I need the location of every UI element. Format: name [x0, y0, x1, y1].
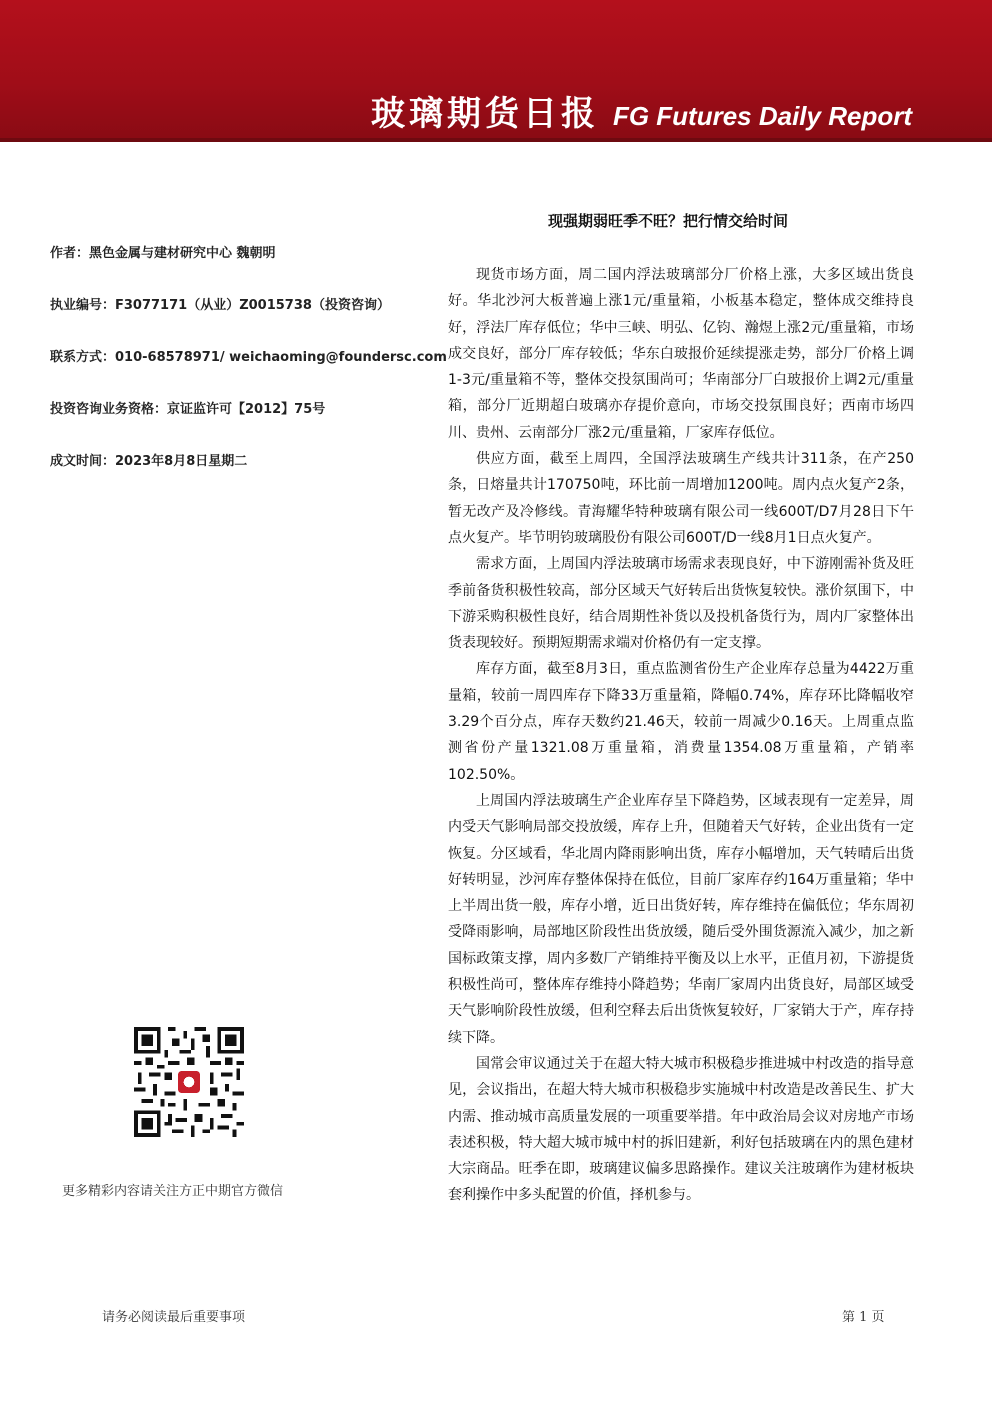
- date-line: 成文时间：2023年8月8日星期二: [50, 454, 248, 469]
- wechat-qr-code: [134, 1027, 244, 1137]
- author-line: 作者：黑色金属与建材研究中心 魏朝明: [50, 246, 276, 261]
- article-title: 现强期弱旺季不旺？把行情交给时间: [548, 212, 789, 230]
- author-info: [50, 244, 447, 504]
- paragraph-supply: 供应方面，截至上周四，全国浮法玻璃生产线共计311条，在产250条，日熔量共计170750吨，环比前一周增加1200吨。周内点火复产2条，暂无改产及冷修线。青海耀华特种玻璃有限公司一线600T/D7月28日下午点火复产。毕节明钧玻璃股份有限公司600T/D一线8月1日点火复产。: [448, 451, 914, 546]
- qualification-line: 投资咨询业务资格：京证监许可【2012】75号: [50, 402, 326, 417]
- paragraph-spot-market: 现货市场方面，周二国内浮法玻璃部分厂价格上涨，大多区域出货良好。华北沙河大板普遍上涨1元/重量箱，小板基本稳定，整体成交维持良好，浮法厂库存低位；华中三峡、明弘、亿钧、瀚煜上涨2元/重量箱，市场成交良好，部分厂库存较低；华东白玻报价延续提涨走势，部分厂价格上调1-3元/重量箱不等，整体交投氛围尚可；华南部分厂白玻报价上调2元/重量箱，部分厂近期超白玻璃亦存提价意向，市场交投氛围良好；西南市场四川、贵州、云南部分厂涨2元/重量箱，厂家库存低位。: [448, 267, 914, 441]
- article-body: [448, 262, 914, 1209]
- paragraph-demand: 需求方面，上周国内浮法玻璃市场需求表现良好，中下游刚需补货及旺季前备货积极性较高，部分区域天气好转后出货恢复较快。涨价氛围下，中下游采购积极性良好，结合周期性补货以及投机备货行为，周内厂家整体出货表现较好。预期短期需求端对价格仍有一定支撑。: [448, 556, 914, 652]
- contact-line: 联系方式：010-68578971/ weichaoming@foundersc.com: [50, 350, 447, 365]
- report-title: [371, 86, 912, 135]
- report-title-cn: 玻璃期货日报: [370, 94, 599, 134]
- license-line: 执业编号：F3077171（从业）Z0015738（投资咨询）: [50, 298, 390, 313]
- qr-caption: 更多精彩内容请关注方正中期官方微信: [62, 1184, 284, 1199]
- report-title-en: FG Futures Daily Report: [612, 101, 912, 131]
- paragraph-outlook: 国常会审议通过关于在超大特大城市积极稳步推进城中村改造的指导意见，会议指出，在超大特大城市积极稳步实施城中村改造是改善民生、扩大内需、推动城市高质量发展的一项重要举措。年中政治局会议对房地产市场表述积极，特大超大城市城中村的拆旧建新，利好包括玻璃在内的黑色建材大宗商品。旺季在即，玻璃建议偏多思路操作。建议关注玻璃作为建材板块套利操作中多头配置的价值，择机参与。: [448, 1055, 914, 1204]
- page-number: 第 1 页: [842, 1310, 885, 1325]
- footer-disclaimer: 请务必阅读最后重要事项: [102, 1310, 246, 1325]
- paragraph-regional-inventory: 上周国内浮法玻璃生产企业库存呈下降趋势，区域表现有一定差异，周内受天气影响局部交投放缓，库存上升，但随着天气好转，企业出货有一定恢复。分区域看，华北周内降雨影响出货，库存小幅增加，天气转晴后出货好转明显，沙河库存整体保持在低位，目前厂家库存约164万重量箱；华中上半周出货一般，库存小增，近日出货好转，库存维持在偏低位；华东周初受降雨影响，局部地区阶段性出货放缓，随后受外围货源流入减少，加之新国标政策支撑，周内多数厂产销维持平衡及以上水平，正值月初，下游提货积极性尚可，整体库存维持小降趋势；华南厂家周内出货良好，局部区域受天气影响阶段性放缓，但利空释去后出货恢复较好，厂家销大于产，库存持续下降。: [448, 792, 914, 1046]
- paragraph-inventory: 库存方面，截至8月3日，重点监测省份生产企业库存总量为4422万重量箱，较前一周四库存下降33万重量箱，降幅0.74%，库存环比降幅收窄3.29个百分点，库存天数约21.46天，较前一周减少0.16天。上周重点监测省份产量1321.08万重量箱，消费量1354.08万重量箱，产销率102.50%。: [448, 661, 914, 783]
- header-divider: [0, 138, 992, 142]
